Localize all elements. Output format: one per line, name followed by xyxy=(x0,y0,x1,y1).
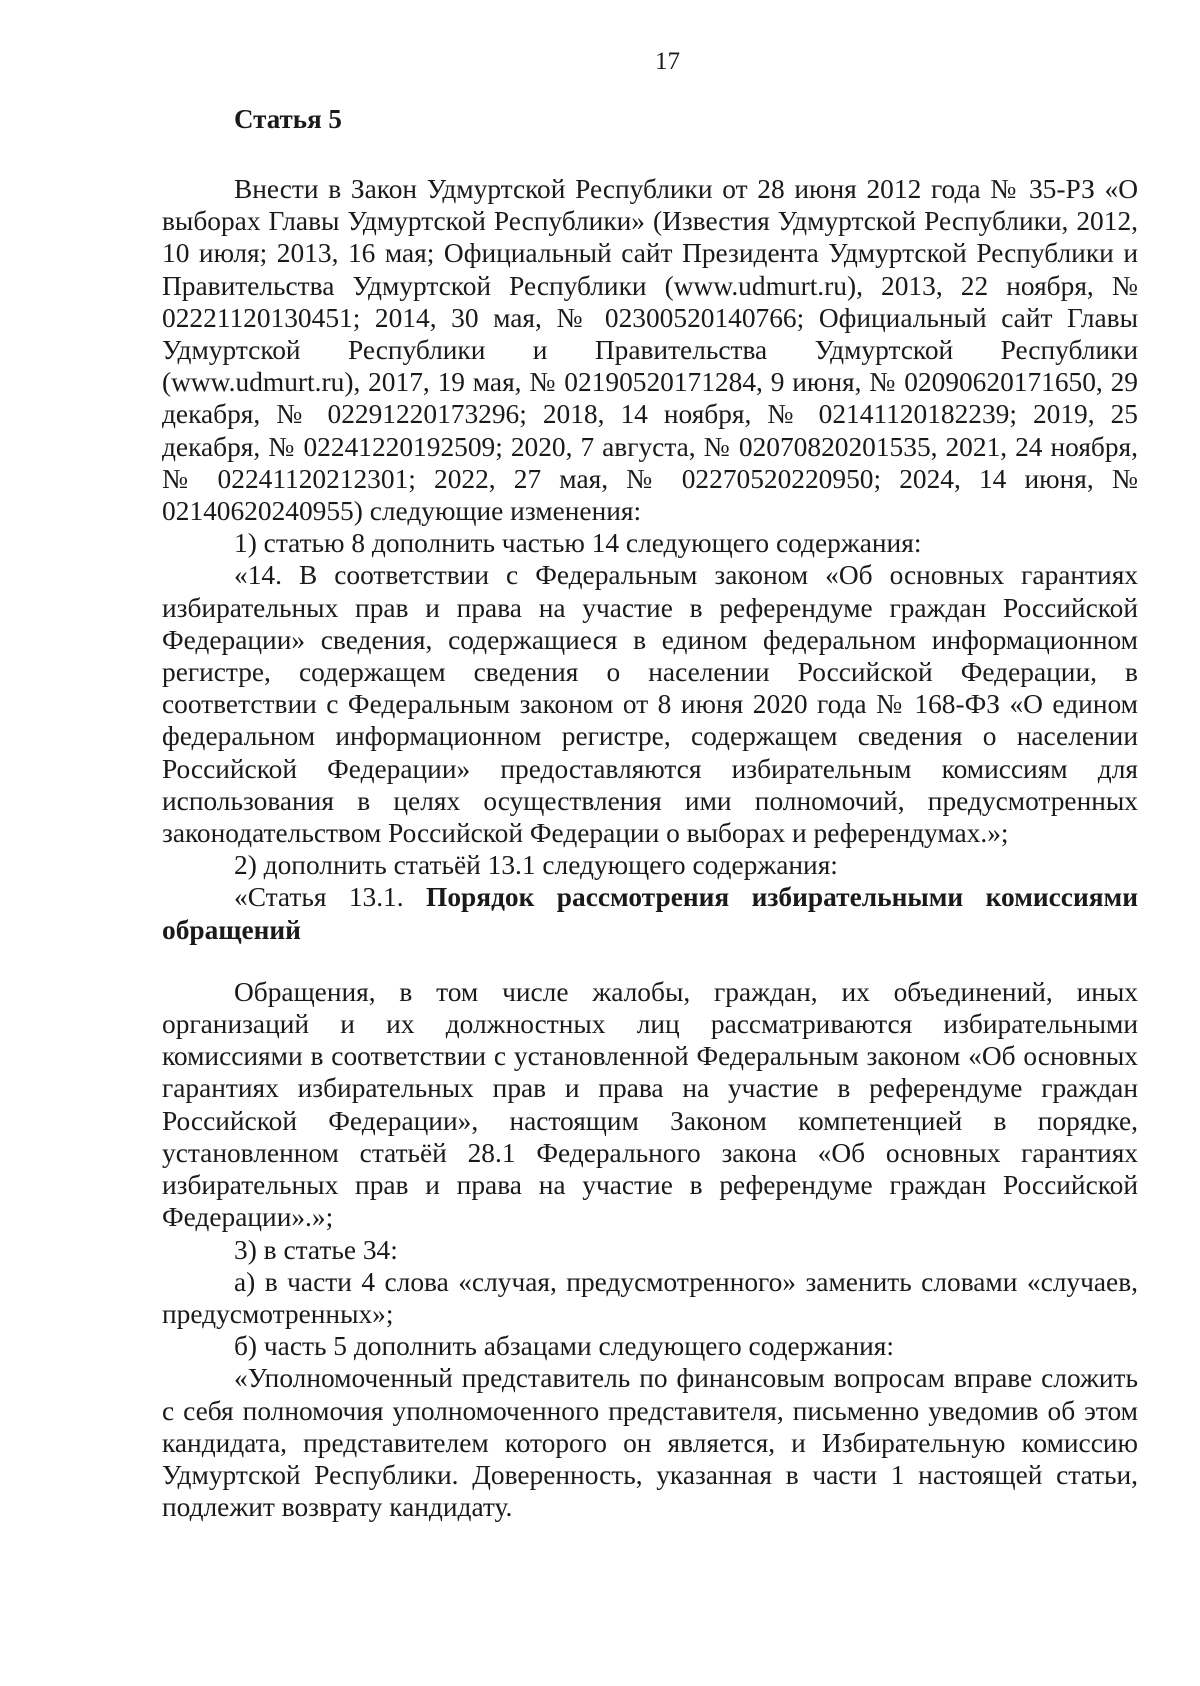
page-number: 17 xyxy=(655,48,680,75)
item-2-text: Обращения, в том числе жалобы, граждан, их объединений, иных организаций и их должностных лиц рассматриваются избирательными комиссиями в соответствии с установленной Федеральным законом «Об основных гарантиях избирательных прав и права на участие в референдуме граждан Российской Федерации», настоящим Законом компетенцией в порядке, установленном статьёй 28.1 Федерального закона «Об основных гарантиях избирательных прав и права на участие в референдуме граждан Российской Федерации».»; xyxy=(162,976,1138,1233)
intro-paragraph: Внести в Закон Удмуртской Республики от 28 июня 2012 года № 35-РЗ «О выборах Главы Удмуртской Республики» (Известия Удмуртской Республики, 2012, 10 июля; 2013, 16 мая; Официальный сайт Президента Удмуртской Республики и Правительства Удмуртской Республики (www.udmurt.ru), 2013, 22 ноября, № 02221120130451; 2014, 30 мая, № 02300520140766; Официальный сайт Главы Удмуртской Республики и Правительства Удмуртской Республики (www.udmurt.ru), 2017, 19 мая, № 02190520171284, 9 июня, № 02090620171650, 29 декабря, № 02291220173296; 2018, 14 ноября, № 02141120182239; 2019, 25 декабря, № 02241220192509; 2020, 7 августа, № 02070820201535, 2021, 24 ноября, № 02241120212301; 2022, 27 мая, № 02270520220950; 2024, 14 июня, № 02140620240955) следующие изменения: xyxy=(162,174,1138,527)
item-3b-text: «Уполномоченный представитель по финансовым вопросам вправе сложить с себя полномочия уполномоченного представителя, письменно уведомив об этом кандидата, представителем которого он является, и Избирательную комиссию Удмуртской Республики. Доверенность, указанная в части 1 настоящей статьи, подлежит возврату кандидату. xyxy=(162,1363,1138,1523)
item-2-heading-bold: Порядок рассмотрения избирательными комиссиями обращений xyxy=(162,882,1138,945)
item-3: 3) в статье 34: xyxy=(234,1234,398,1265)
item-3b: б) часть 5 дополнить абзацами следующего содержания: xyxy=(234,1331,895,1362)
item-1-text: «14. В соответствии с Федеральным законом «Об основных гарантиях избирательных прав и права на участие в референдуме граждан Российской Федерации» сведения, содержащиеся в едином федеральном информационном регистре, содержащем сведения о населении Российской Федерации, в соответствии с Федеральным законом от 8 июня 2020 года № 168-ФЗ «О едином федеральном информационном регистре, содержащем сведения о населении Российской Федерации» предоставляются избирательным комиссиям для использования в целях осуществления ими полномочий, предусмотренных законодательством Российской Федерации о выборах и референдумах.»; xyxy=(162,560,1138,849)
item-3a: а) в части 4 слова «случая, предусмотренного» заменить словами «случаев, предусмотренных»; xyxy=(162,1266,1138,1329)
article-title: Статья 5 xyxy=(234,104,342,134)
item-2-heading-prefix: «Статья 13.1. xyxy=(234,882,427,913)
document-page xyxy=(162,48,1138,1523)
item-2-heading xyxy=(162,881,1138,945)
item-1: 1) статью 8 дополнить частью 14 следующего содержания: xyxy=(234,528,922,559)
item-2: 2) дополнить статьёй 13.1 следующего содержания: xyxy=(234,850,838,881)
